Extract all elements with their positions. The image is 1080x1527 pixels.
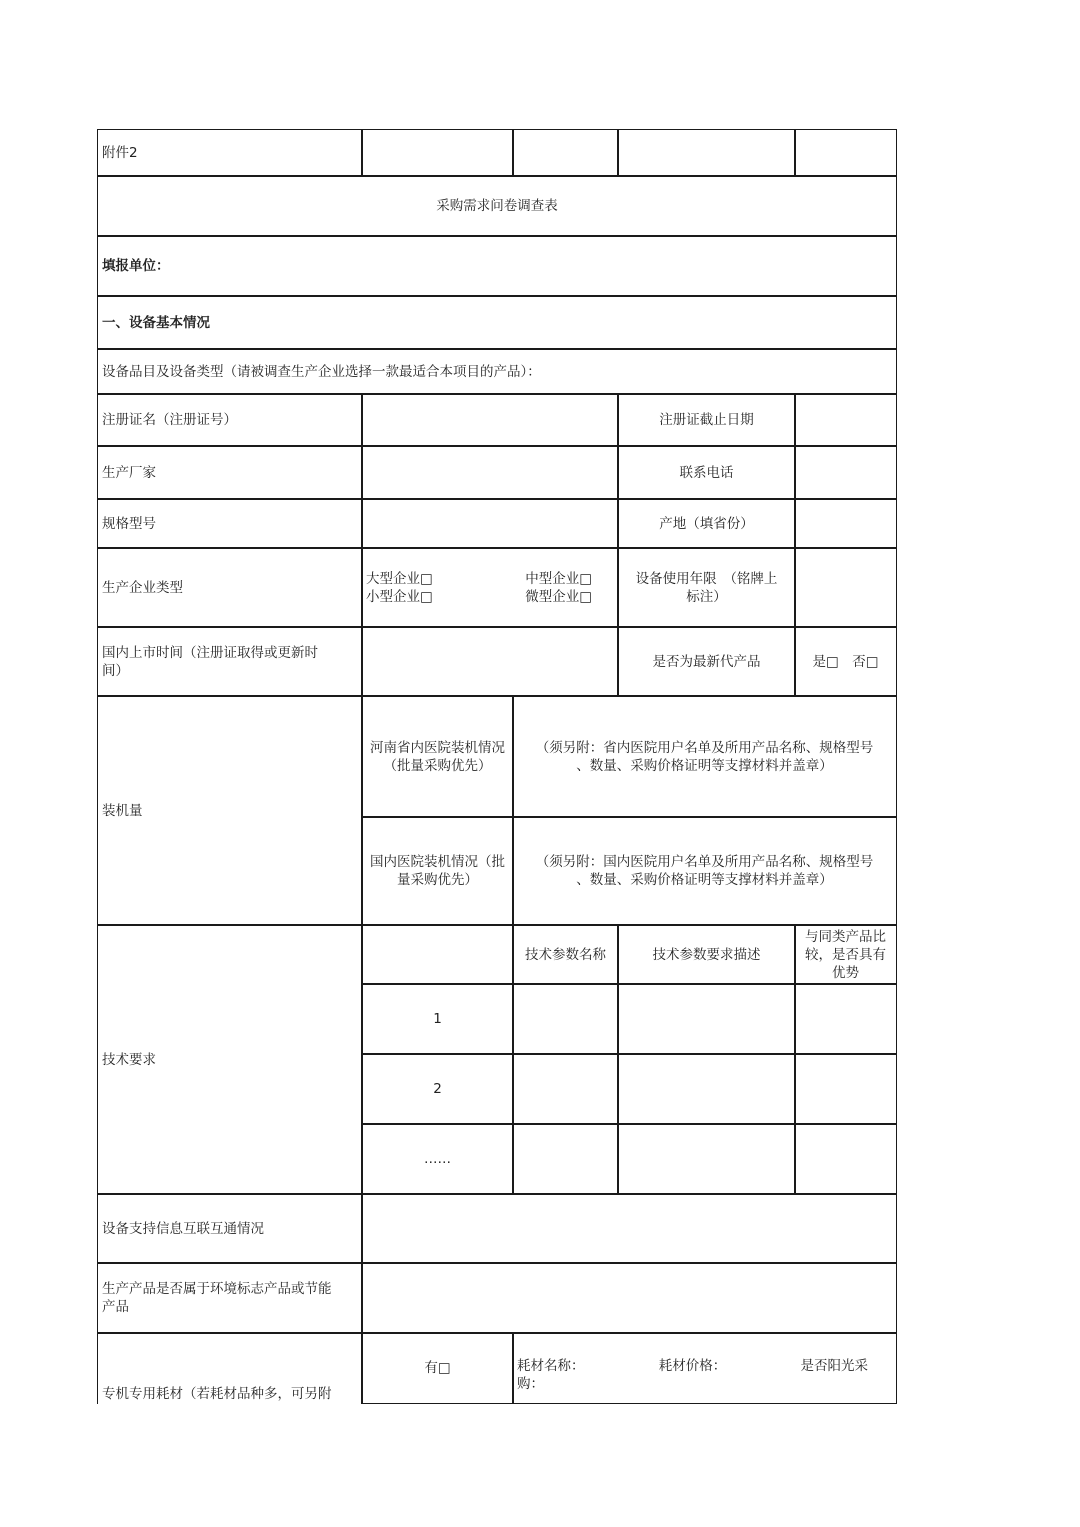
manufacturer-input[interactable]	[361, 445, 619, 500]
henan-install-note[interactable]	[512, 695, 897, 818]
tech-row-index	[361, 1053, 514, 1125]
blank-cell	[361, 129, 514, 177]
henan-install-text-2: （批量采购优先）	[383, 757, 492, 774]
reporting-unit-field[interactable]	[97, 235, 897, 297]
row-ellipsis: ……	[424, 1151, 451, 1167]
eco-text-1: 生产产品是否属于环境标志产品或节能	[102, 1281, 332, 1297]
domestic-note-text-2: 、数量、采购价格证明等支撑材料并盖章）	[576, 872, 833, 888]
domestic-install-text-1: 国内医院装机情况（批	[370, 854, 505, 870]
attachment-text: 附件2	[102, 145, 138, 161]
compare-text-2: 较，是否具有	[805, 946, 886, 963]
small-enterprise-checkbox[interactable]: 小型企业□	[366, 588, 433, 605]
interop-label	[97, 1193, 363, 1264]
reg-expiry-label	[617, 393, 796, 447]
compare-input[interactable]	[794, 1123, 897, 1195]
consumable-label	[97, 1332, 363, 1404]
tech-row-index	[361, 983, 514, 1055]
market-time-input[interactable]	[361, 626, 619, 697]
form-title-text: 采购需求问卷调查表	[436, 198, 558, 214]
tech-row-index	[361, 1123, 514, 1195]
param-name-text: 技术参数名称	[525, 946, 606, 963]
consumable-name-label: 耗材名称：	[517, 1357, 585, 1374]
tech-req-text: 技术要求	[102, 1051, 156, 1068]
section-heading	[97, 295, 897, 350]
compare-input[interactable]	[794, 1053, 897, 1125]
phone-text: 联系电话	[679, 464, 734, 481]
eco-text-2: 产品	[102, 1299, 129, 1315]
model-input[interactable]	[361, 498, 619, 549]
manufacturer-text: 生产厂家	[102, 464, 156, 481]
eco-input[interactable]	[361, 1262, 897, 1334]
reg-cert-label	[97, 393, 363, 447]
phone-label	[617, 445, 796, 500]
reg-expiry-input[interactable]	[794, 393, 897, 447]
category-note[interactable]	[97, 348, 897, 395]
param-desc-input[interactable]	[617, 983, 796, 1055]
param-desc-header	[617, 924, 796, 985]
domestic-note-text-1: （须另附：国内医院用户名单及所用产品名称、规格型号	[535, 854, 874, 870]
section-heading-text: 一、设备基本情况	[102, 314, 210, 331]
blank-cell	[794, 129, 897, 177]
micro-enterprise-checkbox[interactable]: 微型企业□	[525, 588, 592, 605]
attachment-label	[97, 129, 363, 177]
model-label	[97, 498, 363, 549]
henan-note-text-1: （须另附：省内医院用户名单及所用产品名称、规格型号	[535, 739, 874, 756]
market-time-label	[97, 626, 363, 697]
blank-cell	[361, 924, 514, 985]
compare-header	[794, 924, 897, 985]
consumable-text: 专机专用耗材（若耗材品种多，可另附	[102, 1386, 332, 1402]
domestic-install-label	[361, 816, 514, 926]
market-time-text-1: 国内上市时间（注册证取得或更新时	[102, 644, 318, 661]
blank-cell	[617, 129, 796, 177]
domestic-install-text-2: 量采购优先）	[397, 872, 478, 888]
origin-text: 产地（填省份）	[659, 515, 754, 532]
enterprise-type-text: 生产企业类型	[102, 579, 183, 596]
origin-input[interactable]	[794, 498, 897, 549]
henan-install-label	[361, 695, 514, 818]
market-time-text-2: 间）	[102, 662, 129, 679]
param-name-input[interactable]	[512, 1053, 619, 1125]
consumable-details[interactable]	[512, 1332, 897, 1404]
latest-gen-yes-no[interactable]	[794, 626, 897, 697]
henan-note-text-2: 、数量、采购价格证明等支撑材料并盖章）	[576, 757, 833, 774]
medium-enterprise-checkbox[interactable]: 中型企业□	[525, 570, 592, 587]
interop-input[interactable]	[361, 1193, 897, 1264]
installation-text: 装机量	[102, 802, 143, 819]
enterprise-type-label	[97, 547, 363, 628]
param-name-header	[512, 924, 619, 985]
param-desc-input[interactable]	[617, 1123, 796, 1195]
compare-text-1: 与同类产品比	[805, 928, 886, 945]
phone-input[interactable]	[794, 445, 897, 500]
row-number: 2	[433, 1081, 442, 1097]
reporting-unit-label: 填报单位：	[102, 258, 170, 274]
yes-no-checkboxes[interactable]: 是□ 否□	[812, 653, 879, 670]
blank-cell	[512, 129, 619, 177]
survey-form-table	[97, 129, 897, 1404]
param-name-input[interactable]	[512, 983, 619, 1055]
service-life-input[interactable]	[794, 547, 897, 628]
manufacturer-label	[97, 445, 363, 500]
eco-label	[97, 1262, 363, 1334]
reg-cert-text: 注册证名（注册证号）	[102, 412, 237, 428]
has-checkbox-text[interactable]: 有□	[424, 1360, 451, 1376]
param-desc-text: 技术参数要求描述	[652, 946, 761, 963]
param-desc-input[interactable]	[617, 1053, 796, 1125]
service-life-text-1: 设备使用年限 （铭牌上	[635, 570, 778, 587]
latest-gen-label	[617, 626, 796, 697]
enterprise-type-options	[361, 547, 619, 628]
compare-input[interactable]	[794, 983, 897, 1055]
category-note-text: 设备品目及设备类型（请被调查生产企业选择一款最适合本项目的产品）：	[102, 363, 541, 380]
model-text: 规格型号	[102, 515, 156, 532]
service-life-label	[617, 547, 796, 628]
reg-expiry-text: 注册证截止日期	[659, 412, 754, 428]
consumable-price-label: 耗材价格：	[658, 1357, 727, 1374]
reg-cert-input[interactable]	[361, 393, 619, 447]
installation-label	[97, 695, 363, 926]
compare-text-3: 优势	[832, 964, 859, 981]
row-number: 1	[433, 1011, 442, 1027]
param-name-input[interactable]	[512, 1123, 619, 1195]
form-title	[97, 175, 897, 237]
latest-gen-text: 是否为最新代产品	[652, 653, 761, 670]
large-enterprise-checkbox[interactable]: 大型企业□	[366, 570, 433, 587]
interop-text: 设备支持信息互联互通情况	[102, 1220, 264, 1237]
henan-install-text-1: 河南省内医院装机情况	[370, 739, 505, 756]
service-life-text-2: 标注）	[686, 588, 727, 605]
origin-label	[617, 498, 796, 549]
tech-req-label	[97, 924, 363, 1195]
sunshine-purchase-label-cont: 购：	[517, 1375, 544, 1392]
domestic-install-note[interactable]	[512, 816, 897, 926]
sunshine-purchase-label: 是否阳光采	[800, 1357, 868, 1374]
has-consumable-checkbox[interactable]	[361, 1332, 514, 1404]
